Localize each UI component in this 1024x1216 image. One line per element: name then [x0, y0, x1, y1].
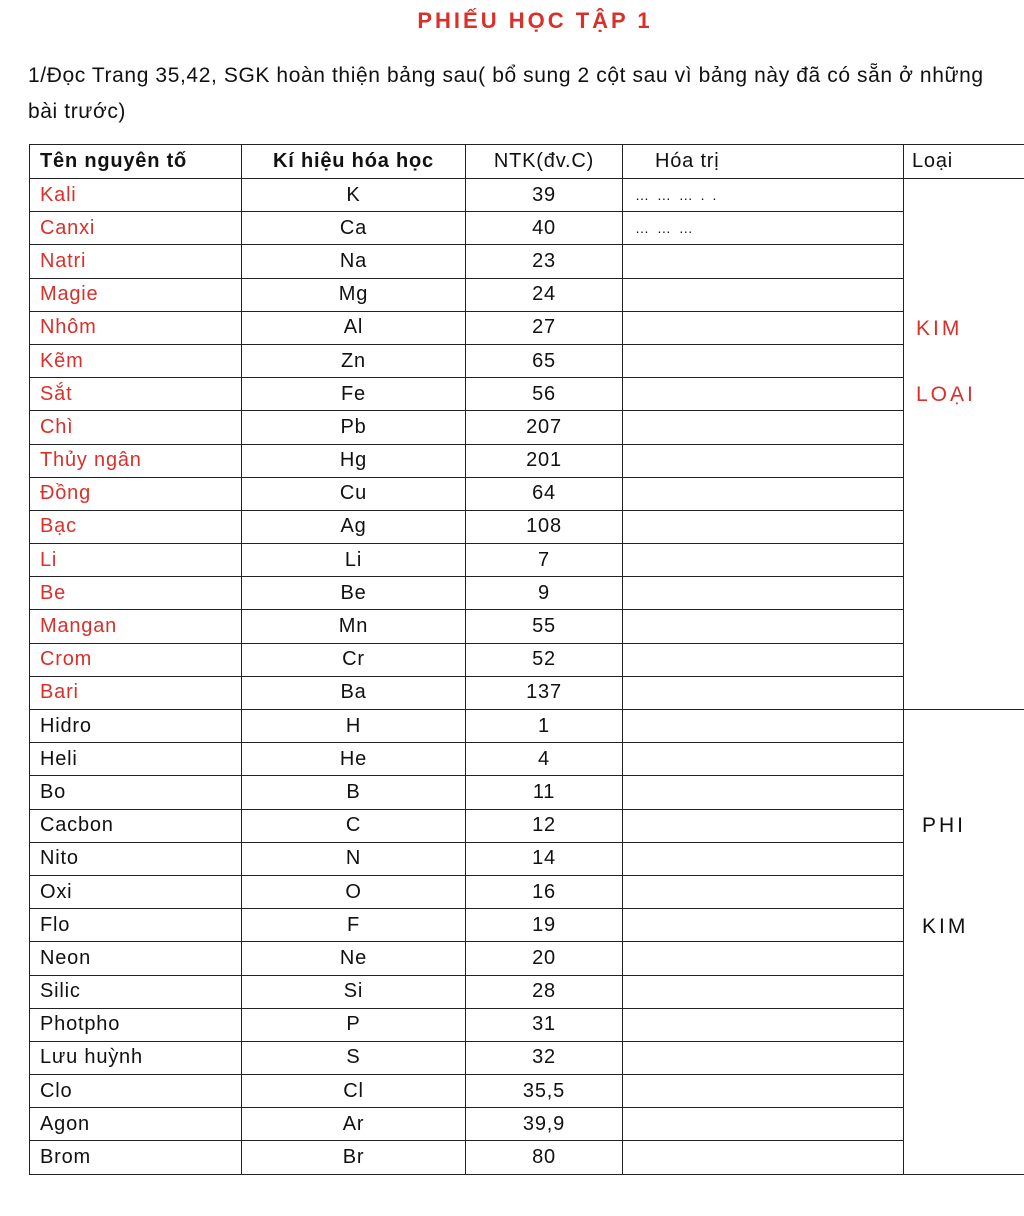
table-row — [30, 1008, 1024, 1041]
table-row — [30, 676, 1024, 709]
table-row — [30, 942, 1024, 975]
table-row — [30, 1141, 1024, 1174]
symbol-cell: Si — [242, 975, 466, 1008]
element-name-cell: Nito — [30, 842, 242, 875]
symbol-cell: K — [242, 179, 466, 212]
atomic-mass-cell: 24 — [466, 278, 623, 311]
element-name-cell: Cacbon — [30, 809, 242, 842]
symbol-cell: O — [242, 875, 466, 908]
symbol-cell: Ca — [242, 212, 466, 245]
table-row — [30, 245, 1024, 278]
element-name-cell: Agon — [30, 1108, 242, 1141]
table-row — [30, 544, 1024, 577]
atomic-mass-cell: 27 — [466, 311, 623, 344]
symbol-cell: Hg — [242, 444, 466, 477]
atomic-mass-cell: 11 — [466, 776, 623, 809]
valence-cell[interactable] — [623, 776, 904, 809]
symbol-cell: B — [242, 776, 466, 809]
symbol-cell: Na — [242, 245, 466, 278]
valence-cell[interactable] — [623, 1108, 904, 1141]
table-row — [30, 743, 1024, 776]
header-type: Loại — [904, 145, 1024, 179]
atomic-mass-cell: 1 — [466, 710, 623, 743]
element-name-cell: Silic — [30, 975, 242, 1008]
header-valence: Hóa trị — [623, 145, 904, 179]
valence-cell[interactable] — [623, 942, 904, 975]
symbol-cell: H — [242, 710, 466, 743]
table-row — [30, 179, 1024, 212]
atomic-mass-cell: 108 — [466, 510, 623, 543]
table-row — [30, 842, 1024, 875]
symbol-cell: Ne — [242, 942, 466, 975]
valence-cell[interactable] — [623, 444, 904, 477]
atomic-mass-cell: 65 — [466, 344, 623, 377]
symbol-cell: Fe — [242, 378, 466, 411]
element-name-cell: Lưu huỳnh — [30, 1041, 242, 1074]
atomic-mass-cell: 39,9 — [466, 1108, 623, 1141]
metal-group-cell — [904, 179, 1024, 710]
table-row — [30, 411, 1024, 444]
table-row — [30, 378, 1024, 411]
element-name-cell: Bo — [30, 776, 242, 809]
element-name-cell: Sắt — [30, 378, 242, 411]
element-name-cell: Bạc — [30, 510, 242, 543]
element-name-cell: Đồng — [30, 477, 242, 510]
symbol-cell: Li — [242, 544, 466, 577]
instruction-text: 1/Đọc Trang 35,42, SGK hoàn thiện bảng sau( bổ sung 2 cột sau vì bảng này đã có sẵn ở những bài trước) — [28, 64, 984, 123]
symbol-cell: N — [242, 842, 466, 875]
valence-cell[interactable] — [623, 544, 904, 577]
table-row — [30, 1041, 1024, 1074]
atomic-mass-cell: 16 — [466, 875, 623, 908]
symbol-cell: P — [242, 1008, 466, 1041]
table-row — [30, 311, 1024, 344]
atomic-mass-cell: 56 — [466, 378, 623, 411]
element-name-cell: Hidro — [30, 710, 242, 743]
elements-table — [29, 144, 1024, 1175]
valence-cell[interactable] — [623, 1075, 904, 1108]
atomic-mass-cell: 137 — [466, 676, 623, 709]
atomic-mass-cell: 35,5 — [466, 1075, 623, 1108]
element-name-cell: Crom — [30, 643, 242, 676]
header-atomic-mass: NTK(đv.C) — [466, 145, 623, 179]
valence-cell[interactable] — [623, 344, 904, 377]
valence-cell[interactable] — [623, 610, 904, 643]
table-body — [30, 179, 1024, 1175]
symbol-cell: Zn — [242, 344, 466, 377]
valence-cell[interactable] — [623, 510, 904, 543]
valence-cell[interactable] — [623, 975, 904, 1008]
atomic-mass-cell: 9 — [466, 577, 623, 610]
valence-cell[interactable] — [623, 311, 904, 344]
symbol-cell: F — [242, 909, 466, 942]
symbol-cell: Ar — [242, 1108, 466, 1141]
symbol-cell: Be — [242, 577, 466, 610]
table-row — [30, 278, 1024, 311]
element-name-cell: Nhôm — [30, 311, 242, 344]
atomic-mass-cell: 52 — [466, 643, 623, 676]
valence-cell[interactable] — [623, 477, 904, 510]
table-row — [30, 1075, 1024, 1108]
group-label-line2: KIM — [922, 915, 969, 938]
atomic-mass-cell: 39 — [466, 179, 623, 212]
atomic-mass-cell: 4 — [466, 743, 623, 776]
table-row — [30, 444, 1024, 477]
atomic-mass-cell: 201 — [466, 444, 623, 477]
valence-cell[interactable] — [623, 1141, 904, 1174]
element-name-cell: Heli — [30, 743, 242, 776]
nonmetal-group-cell — [904, 710, 1024, 1175]
element-name-cell: Neon — [30, 942, 242, 975]
valence-cell[interactable] — [623, 577, 904, 610]
symbol-cell: Ag — [242, 510, 466, 543]
element-name-cell: Kẽm — [30, 344, 242, 377]
symbol-cell: He — [242, 743, 466, 776]
table-row — [30, 809, 1024, 842]
valence-cell[interactable]: … … … — [623, 212, 904, 245]
valence-cell[interactable] — [623, 378, 904, 411]
element-name-cell: Thủy ngân — [30, 444, 242, 477]
symbol-cell: Cu — [242, 477, 466, 510]
header-element-name: Tên nguyên tố — [30, 145, 242, 179]
valence-cell[interactable] — [623, 278, 904, 311]
element-name-cell: Oxi — [30, 875, 242, 908]
table-row — [30, 875, 1024, 908]
atomic-mass-cell: 12 — [466, 809, 623, 842]
element-name-cell: Chì — [30, 411, 242, 444]
table-row — [30, 909, 1024, 942]
table-row — [30, 710, 1024, 743]
element-name-cell: Brom — [30, 1141, 242, 1174]
atomic-mass-cell: 19 — [466, 909, 623, 942]
symbol-cell: Al — [242, 311, 466, 344]
element-name-cell: Photpho — [30, 1008, 242, 1041]
symbol-cell: Cl — [242, 1075, 466, 1108]
table-row — [30, 212, 1024, 245]
worksheet-title: PHIẾU HỌC TẬP 1 — [417, 8, 653, 33]
valence-cell[interactable] — [623, 875, 904, 908]
element-name-cell: Canxi — [30, 212, 242, 245]
atomic-mass-cell: 64 — [466, 477, 623, 510]
element-name-cell: Li — [30, 544, 242, 577]
symbol-cell: Pb — [242, 411, 466, 444]
atomic-mass-cell: 14 — [466, 842, 623, 875]
element-name-cell: Mangan — [30, 610, 242, 643]
valence-cell[interactable] — [623, 809, 904, 842]
table-row — [30, 610, 1024, 643]
symbol-cell: C — [242, 809, 466, 842]
element-name-cell: Be — [30, 577, 242, 610]
atomic-mass-cell: 80 — [466, 1141, 623, 1174]
atomic-mass-cell: 7 — [466, 544, 623, 577]
table-row — [30, 344, 1024, 377]
group-label-line1: KIM — [916, 317, 963, 340]
table-row — [30, 477, 1024, 510]
element-name-cell: Magie — [30, 278, 242, 311]
atomic-mass-cell: 55 — [466, 610, 623, 643]
atomic-mass-cell: 28 — [466, 975, 623, 1008]
table-row — [30, 643, 1024, 676]
symbol-cell: S — [242, 1041, 466, 1074]
valence-cell[interactable] — [623, 676, 904, 709]
table-header-row — [30, 145, 1024, 179]
atomic-mass-cell: 40 — [466, 212, 623, 245]
valence-cell[interactable] — [623, 245, 904, 278]
element-name-cell: Kali — [30, 179, 242, 212]
group-label-line2: LOẠI — [916, 383, 976, 406]
table-row — [30, 776, 1024, 809]
valence-cell[interactable] — [623, 909, 904, 942]
group-label-line1: PHI — [922, 814, 967, 837]
element-name-cell: Clo — [30, 1075, 242, 1108]
valence-cell[interactable] — [623, 743, 904, 776]
valence-cell[interactable] — [623, 710, 904, 743]
element-name-cell: Flo — [30, 909, 242, 942]
atomic-mass-cell: 207 — [466, 411, 623, 444]
symbol-cell: Cr — [242, 643, 466, 676]
valence-cell[interactable] — [623, 842, 904, 875]
valence-cell[interactable] — [623, 1041, 904, 1074]
valence-cell[interactable] — [623, 1008, 904, 1041]
atomic-mass-cell: 20 — [466, 942, 623, 975]
symbol-cell: Mg — [242, 278, 466, 311]
symbol-cell: Ba — [242, 676, 466, 709]
element-name-cell: Natri — [30, 245, 242, 278]
symbol-cell: Br — [242, 1141, 466, 1174]
element-name-cell: Bari — [30, 676, 242, 709]
table-row — [30, 510, 1024, 543]
valence-cell[interactable]: … … … . . — [623, 179, 904, 212]
table-row — [30, 577, 1024, 610]
atomic-mass-cell: 31 — [466, 1008, 623, 1041]
atomic-mass-cell: 23 — [466, 245, 623, 278]
symbol-cell: Mn — [242, 610, 466, 643]
valence-cell[interactable] — [623, 411, 904, 444]
table-row — [30, 1108, 1024, 1141]
header-symbol: Kí hiệu hóa học — [242, 145, 466, 179]
valence-cell[interactable] — [623, 643, 904, 676]
atomic-mass-cell: 32 — [466, 1041, 623, 1074]
table-row — [30, 975, 1024, 1008]
